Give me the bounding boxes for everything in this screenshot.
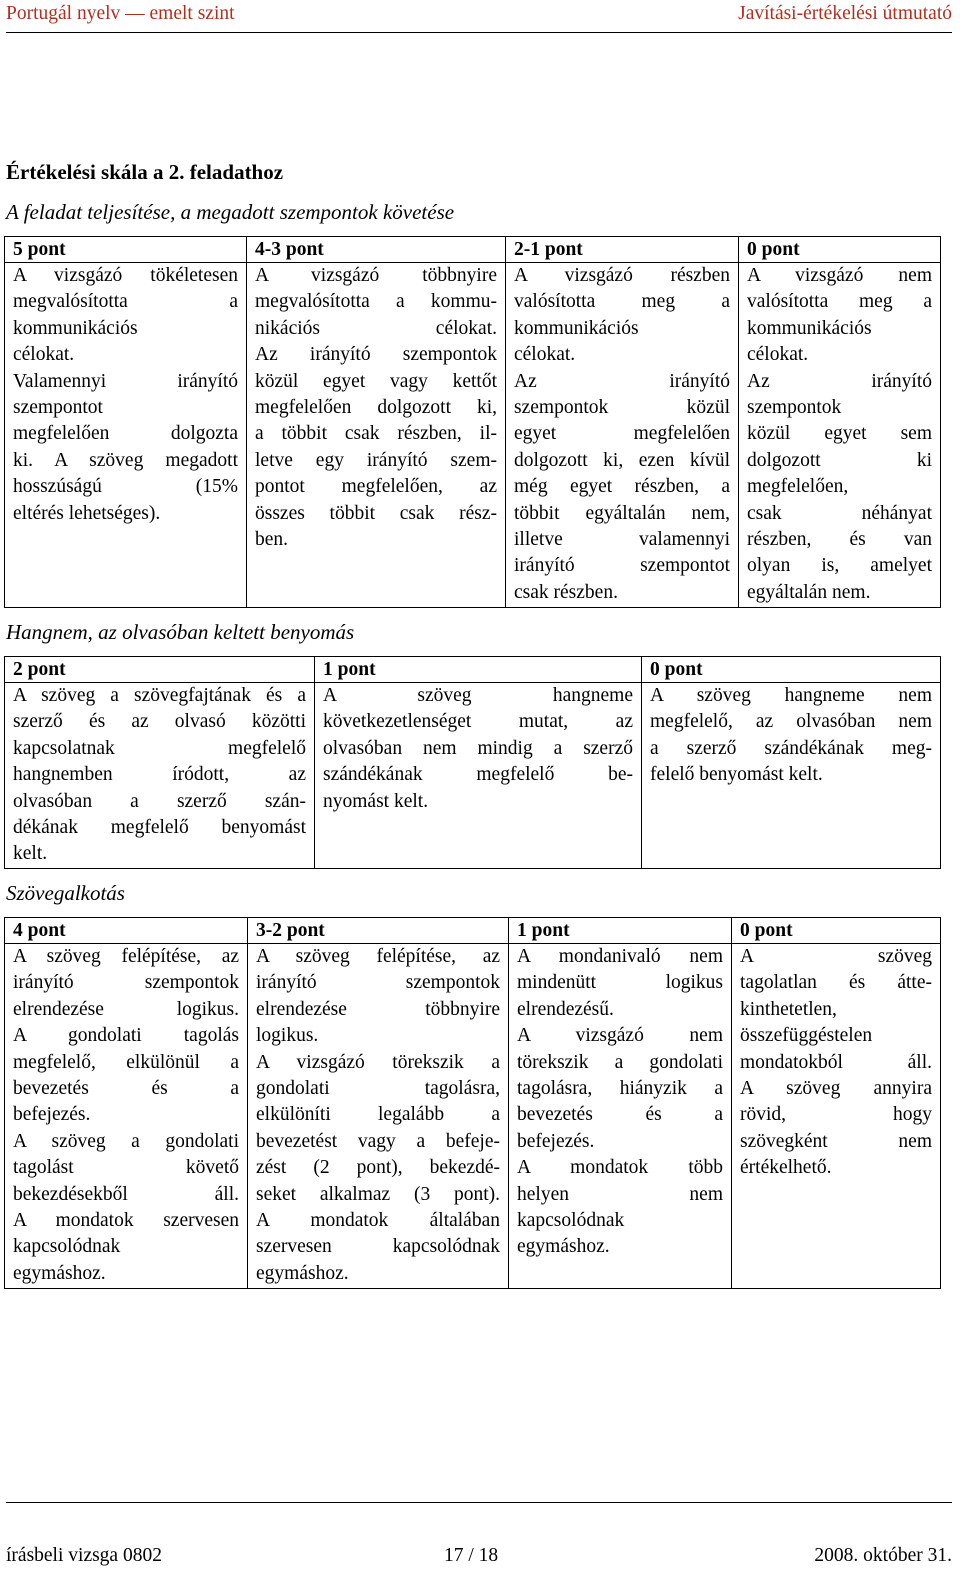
footer-page-number: 17 / 18 (444, 1545, 499, 1566)
cell-line: nikációs célokat. (255, 317, 497, 339)
cell-line: egymáshoz. (256, 1262, 349, 1284)
section1-cell (5, 263, 247, 608)
cell-line: szervesen kapcsolódnak (256, 1236, 500, 1258)
cell-line: megvalósította a (13, 291, 238, 313)
cell-line: A gondolati tagolás (13, 1025, 239, 1047)
cell-line: összefüggéstelen (740, 1025, 873, 1047)
cell-line: kapcsolatnak megfelelő (13, 737, 306, 759)
cell-line: A vizsgázó többnyire (255, 265, 497, 286)
cell-line: megfelelően dolgozta (13, 423, 238, 445)
cell-line: egymáshoz. (13, 1262, 106, 1284)
cell-line: szövegként nem (740, 1130, 932, 1152)
cell-line: hangnemben íródott, az (13, 764, 306, 786)
cell-line: kapcsolódnak (517, 1210, 625, 1232)
cell-line: irányító szempontok (256, 972, 500, 994)
section1-subtitle: A feladat teljesítése, a megadott szempontok követése (6, 200, 455, 224)
section3-cell (248, 944, 509, 1289)
cell-line: dolgozott ki, ezen kívül (514, 449, 730, 471)
section1-cell (247, 263, 506, 608)
cell-line: célokat. (747, 344, 809, 366)
cell-line: A vizsgázó törekszik a (256, 1051, 500, 1073)
footer-date: 2008. október 31. (814, 1545, 952, 1566)
cell-line: értékelhető. (740, 1157, 832, 1179)
cell-line: A vizsgázó részben (514, 265, 730, 286)
section1-header-row (5, 237, 941, 263)
cell-line: közül egyet sem (747, 423, 932, 445)
cell-line: bevezetés és a (13, 1078, 239, 1100)
cell-line: még egyet részben, a (514, 476, 730, 498)
cell-line: kommunikációs (747, 317, 872, 339)
section3-cell (509, 944, 732, 1289)
cell-line: Az irányító (514, 370, 730, 392)
cell-line: bevezetést vagy a befeje- (256, 1130, 500, 1152)
cell-line: logikus. (256, 1025, 319, 1047)
section3-header-cell: 0 pont (732, 918, 941, 944)
cell-line: bekezdésekből áll. (13, 1183, 239, 1205)
page-footer (6, 1502, 952, 1583)
section2-header-cell: 1 pont (315, 657, 642, 683)
cell-line: hosszúságú (15% (13, 476, 238, 498)
cell-line: elrendezése logikus. (13, 998, 239, 1020)
cell-line: tagolatlan és átte- (740, 972, 932, 994)
header-left-text: Portugál nyelv — emelt szint (6, 3, 235, 24)
section2-header-cell: 2 pont (5, 657, 315, 683)
cell-line: megfelelő, elkülönül a (13, 1051, 239, 1073)
cell-line: részben, és van (747, 529, 932, 551)
cell-line: pontot megfelelően, az (255, 476, 497, 498)
cell-line: szempontok közül (514, 397, 730, 419)
cell-line: A szöveg felépítése, az (256, 946, 500, 967)
cell-line: ben. (255, 529, 289, 551)
cell-line: A vizsgázó nem (517, 1025, 723, 1047)
cell-line: eltérés lehetséges). (13, 502, 161, 524)
cell-line: tagolást követő (13, 1157, 239, 1179)
section2-table (4, 656, 941, 869)
cell-line: ki. A szöveg megadott (13, 449, 238, 471)
cell-line: kinthetetlen, (740, 998, 837, 1020)
section3-header-cell: 3-2 pont (248, 918, 509, 944)
section3-header-cell: 1 pont (509, 918, 732, 944)
cell-line: A mondatok szervesen (13, 1210, 239, 1232)
section3-cell (732, 944, 941, 1289)
cell-line: szándékának megfelelő be- (323, 764, 633, 786)
cell-line: A szöveg hangneme nem (650, 685, 932, 706)
cell-line: olvasóban a szerző szán- (13, 790, 306, 812)
cell-line: befejezés. (517, 1130, 595, 1152)
section3-header-cell: 4 pont (5, 918, 248, 944)
cell-line: kommunikációs (514, 317, 639, 339)
cell-line: megfelelően, (747, 476, 849, 498)
cell-line: A mondatok általában (256, 1210, 500, 1232)
section1-body-row (5, 263, 941, 608)
page-header (6, 0, 952, 33)
cell-line: egyáltalán nem. (747, 581, 871, 603)
section3-cell (5, 944, 248, 1289)
cell-line: megvalósította a kommu- (255, 291, 497, 313)
cell-line: befejezés. (13, 1104, 91, 1126)
section3-table (4, 917, 941, 1289)
cell-line: A szöveg felépítése, az (13, 946, 239, 967)
cell-line: A szöveg hangneme (323, 685, 633, 706)
cell-line: irányító szempontok (13, 972, 239, 994)
cell-line: illetve valamennyi (514, 529, 730, 551)
cell-line: A szöveg a szövegfajtának és a (13, 685, 306, 706)
cell-line: olyan is, amelyet (747, 555, 932, 577)
section1-header-cell: 0 pont (739, 237, 941, 263)
section3-header-row (5, 918, 941, 944)
cell-line: valósította meg a (747, 291, 932, 313)
cell-line: összes többit csak rész- (255, 502, 497, 524)
cell-line: Az irányító (747, 370, 932, 392)
cell-line: A mondatok több (517, 1157, 723, 1179)
cell-line: törekszik a gondolati (517, 1051, 723, 1073)
cell-line: egymáshoz. (517, 1236, 610, 1258)
cell-line: elrendezése többnyire (256, 998, 500, 1020)
cell-line: a többit csak részben, il- (255, 423, 497, 445)
cell-line: irányító szempontot (514, 555, 730, 577)
cell-line: Valamennyi irányító (13, 370, 238, 392)
footer-exam-code: írásbeli vizsga 0802 (6, 1545, 162, 1566)
cell-line: többit egyáltalán nem, (514, 502, 730, 524)
cell-line: kelt. (13, 843, 48, 865)
cell-line: zést (2 pont), bekezdé- (256, 1157, 500, 1179)
cell-line: a szerző szándékának meg- (650, 737, 932, 759)
cell-line: elrendezésű. (517, 998, 614, 1020)
cell-line: letve egy irányító szem- (255, 449, 497, 471)
cell-line: olvasóban nem mindig a szerző (323, 737, 633, 759)
cell-line: A szöveg (740, 946, 932, 967)
section2-subtitle: Hangnem, az olvasóban keltett benyomás (6, 620, 355, 644)
cell-line: egyet megfelelően (514, 423, 730, 445)
cell-line: célokat. (13, 344, 75, 366)
cell-line: A mondanivaló nem (517, 946, 723, 967)
cell-line: tagolásra, hiányzik a (517, 1078, 723, 1100)
section2-header-row (5, 657, 941, 683)
section1-cell (739, 263, 941, 608)
section2-header-cell: 0 pont (642, 657, 941, 683)
cell-line: szerző és az olvasó közötti (13, 711, 306, 733)
cell-line: dékának megfelelő benyomást (13, 817, 306, 839)
cell-line: A vizsgázó nem (747, 265, 932, 286)
section2-body-row (5, 683, 941, 869)
section1-header-cell: 5 pont (5, 237, 247, 263)
cell-line: elkülöníti legalább a (256, 1104, 500, 1126)
page-title: Értékelési skála a 2. feladathoz (6, 160, 284, 184)
cell-line: Az irányító szempontok (255, 344, 497, 366)
section2-cell (642, 683, 941, 869)
cell-line: valósította meg a (514, 291, 730, 313)
cell-line: mindenütt logikus (517, 972, 723, 994)
header-right-text: Javítási-értékelési útmutató (738, 3, 952, 24)
cell-line: seket alkalmaz (3 pont). (256, 1183, 500, 1205)
cell-line: mondatokból áll. (740, 1051, 932, 1073)
cell-line: A szöveg a gondolati (13, 1130, 239, 1152)
cell-line: megfelelő, az olvasóban nem (650, 711, 932, 733)
cell-line: rövid, hogy (740, 1104, 932, 1126)
cell-line: csak néhányat (747, 502, 932, 524)
cell-line: csak részben. (514, 581, 618, 603)
section3-subtitle: Szövegalkotás (6, 881, 125, 905)
section1-header-cell: 4-3 pont (247, 237, 506, 263)
cell-line: célokat. (514, 344, 576, 366)
cell-line: szempontot (13, 397, 103, 419)
cell-line: felelő benyomást kelt. (650, 764, 823, 786)
section2-cell (315, 683, 642, 869)
section3-body-row (5, 944, 941, 1289)
cell-line: következetlenséget mutat, az (323, 711, 633, 733)
section2-cell (5, 683, 315, 869)
cell-line: nyomást kelt. (323, 790, 429, 812)
cell-line: dolgozott ki (747, 449, 932, 471)
cell-line: A szöveg annyira (740, 1078, 932, 1100)
section1-header-cell: 2-1 pont (506, 237, 739, 263)
section1-table (4, 236, 941, 608)
cell-line: szempontok (747, 397, 842, 419)
cell-line: bevezetés és a (517, 1104, 723, 1126)
cell-line: kapcsolódnak (13, 1236, 121, 1258)
cell-line: kommunikációs (13, 317, 138, 339)
cell-line: megfelelően dolgozott ki, (255, 397, 497, 419)
cell-line: A vizsgázó tökéletesen (13, 265, 238, 286)
section1-cell (506, 263, 739, 608)
cell-line: helyen nem (517, 1183, 723, 1205)
cell-line: gondolati tagolásra, (256, 1078, 500, 1100)
cell-line: közül egyet vagy kettőt (255, 370, 497, 392)
